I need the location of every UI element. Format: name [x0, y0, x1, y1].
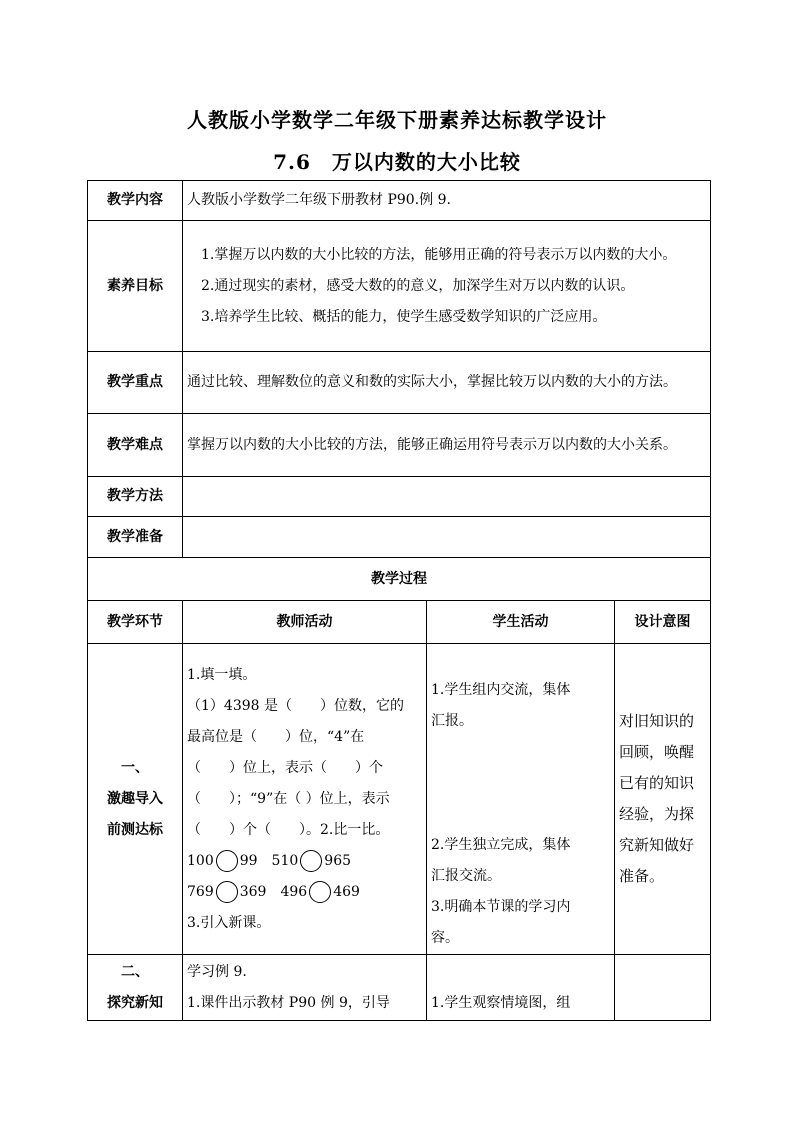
blank-circle-icon	[216, 850, 238, 872]
value-difficulty: 掌握万以内数的大小比较的方法，能够正确运用符号表示万以内数的大小关系。	[183, 414, 711, 477]
header-stage: 教学环节	[88, 601, 183, 644]
student-line: 汇报交流。	[431, 868, 501, 884]
compare-number: 99 510	[239, 852, 299, 869]
label-key: 教学重点	[88, 352, 183, 414]
stage-1-title-b: 前测达标	[107, 821, 163, 838]
process-title: 教学过程	[88, 558, 711, 601]
goal-item: 3.培养学生比较、概括的能力，使学生感受数学知识的广泛应用。	[201, 308, 607, 325]
row-goals	[88, 221, 711, 352]
stage-2-teacher	[183, 955, 427, 1021]
header-teacher: 教师活动	[183, 601, 427, 644]
student-line: 2.学生独立完成，集体	[431, 837, 571, 853]
goal-item: 2.通过现实的素材，感受大数的的意义，加深学生对万以内数的认识。	[201, 277, 635, 294]
teacher-line: 最高位是（ ）位，“4”在	[187, 728, 365, 745]
intent-line: 已有的知识	[619, 774, 695, 792]
teacher-line: （ ）；“9”在（ ）位上，表示	[187, 790, 390, 807]
row-stage-2	[88, 955, 711, 1021]
compare-line-1	[187, 846, 422, 877]
stage-2-name	[88, 955, 183, 1021]
value-key: 通过比较、理解数位的意义和数的实际大小，掌握比较万以内数的大小的方法。	[183, 352, 711, 414]
goal-item: 1.掌握万以内数的大小比较的方法，能够用正确的符号表示万以内数的大小。	[201, 246, 677, 263]
compare-line-2	[187, 877, 422, 908]
stage-1-name	[88, 644, 183, 955]
blank-circle-icon	[216, 881, 238, 903]
compare-number: 369 496	[239, 883, 308, 900]
page-title: 人教版小学数学二年级下册素养达标教学设计	[187, 108, 607, 132]
row-prep	[88, 517, 711, 558]
row-stage-1	[88, 644, 711, 955]
compare-number: 965	[324, 852, 352, 869]
stage-2-intent	[615, 955, 711, 1021]
teacher-line: 3.引入新课。	[187, 914, 271, 931]
blank-circle-icon	[300, 850, 322, 872]
stage-1-teacher	[183, 644, 427, 955]
row-process-title	[88, 558, 711, 601]
teacher-line: （ ）个（ ）。2.比一比。	[187, 821, 390, 838]
intent-line: 对旧知识的	[619, 712, 695, 730]
intent-line: 准备。	[619, 867, 665, 885]
intent-line: 究新知做好	[619, 836, 695, 854]
teacher-line: 1.填一填。	[187, 666, 257, 683]
page-subtitle: 7.6 万以内数的大小比较	[273, 150, 521, 174]
row-content	[88, 181, 711, 221]
lesson-plan-table	[87, 180, 711, 1021]
stage-2-title: 探究新知	[107, 994, 163, 1011]
student-line: 汇报。	[431, 713, 473, 729]
teacher-line: 学习例 9.	[187, 963, 247, 980]
stage-1-student	[427, 644, 615, 955]
row-process-headers	[88, 601, 711, 644]
student-line: 3.明确本节课的学习内	[431, 899, 571, 915]
student-line: 1.学生观察情境图，组	[431, 994, 571, 1011]
value-content: 人教版小学数学二年级下册教材 P90.例 9.	[183, 181, 711, 221]
compare-number: 769	[187, 883, 214, 900]
stage-2-student	[427, 955, 615, 1021]
value-method	[183, 477, 711, 517]
header-intent: 设计意图	[615, 601, 711, 644]
row-key	[88, 352, 711, 414]
teacher-line: （ ）位上，表示（ ）个	[187, 759, 383, 776]
row-method	[88, 477, 711, 517]
teacher-line: 1.课件出示教材 P90 例 9，引导	[187, 994, 390, 1011]
value-goals	[183, 221, 711, 352]
stage-1-number: 一、	[121, 759, 149, 776]
label-content: 教学内容	[88, 181, 183, 221]
header-student: 学生活动	[427, 601, 615, 644]
blank-circle-icon	[309, 881, 331, 903]
teacher-line: （1）4398 是（ ）位数，它的	[187, 697, 404, 714]
label-difficulty: 教学难点	[88, 414, 183, 477]
label-method: 教学方法	[88, 477, 183, 517]
intent-line: 回顾，唤醒	[619, 743, 695, 761]
compare-number: 100	[187, 852, 214, 869]
value-prep	[183, 517, 711, 558]
student-line: 1.学生组内交流，集体	[431, 682, 571, 698]
compare-number: 469	[333, 883, 360, 900]
stage-1-intent	[615, 644, 711, 955]
student-line: 容。	[431, 930, 459, 946]
stage-2-number: 二、	[121, 963, 149, 980]
label-goals: 素养目标	[88, 221, 183, 352]
label-prep: 教学准备	[88, 517, 183, 558]
row-difficulty	[88, 414, 711, 477]
stage-1-title-a: 激趣导入	[107, 790, 163, 807]
intent-line: 经验，为探	[619, 805, 695, 823]
